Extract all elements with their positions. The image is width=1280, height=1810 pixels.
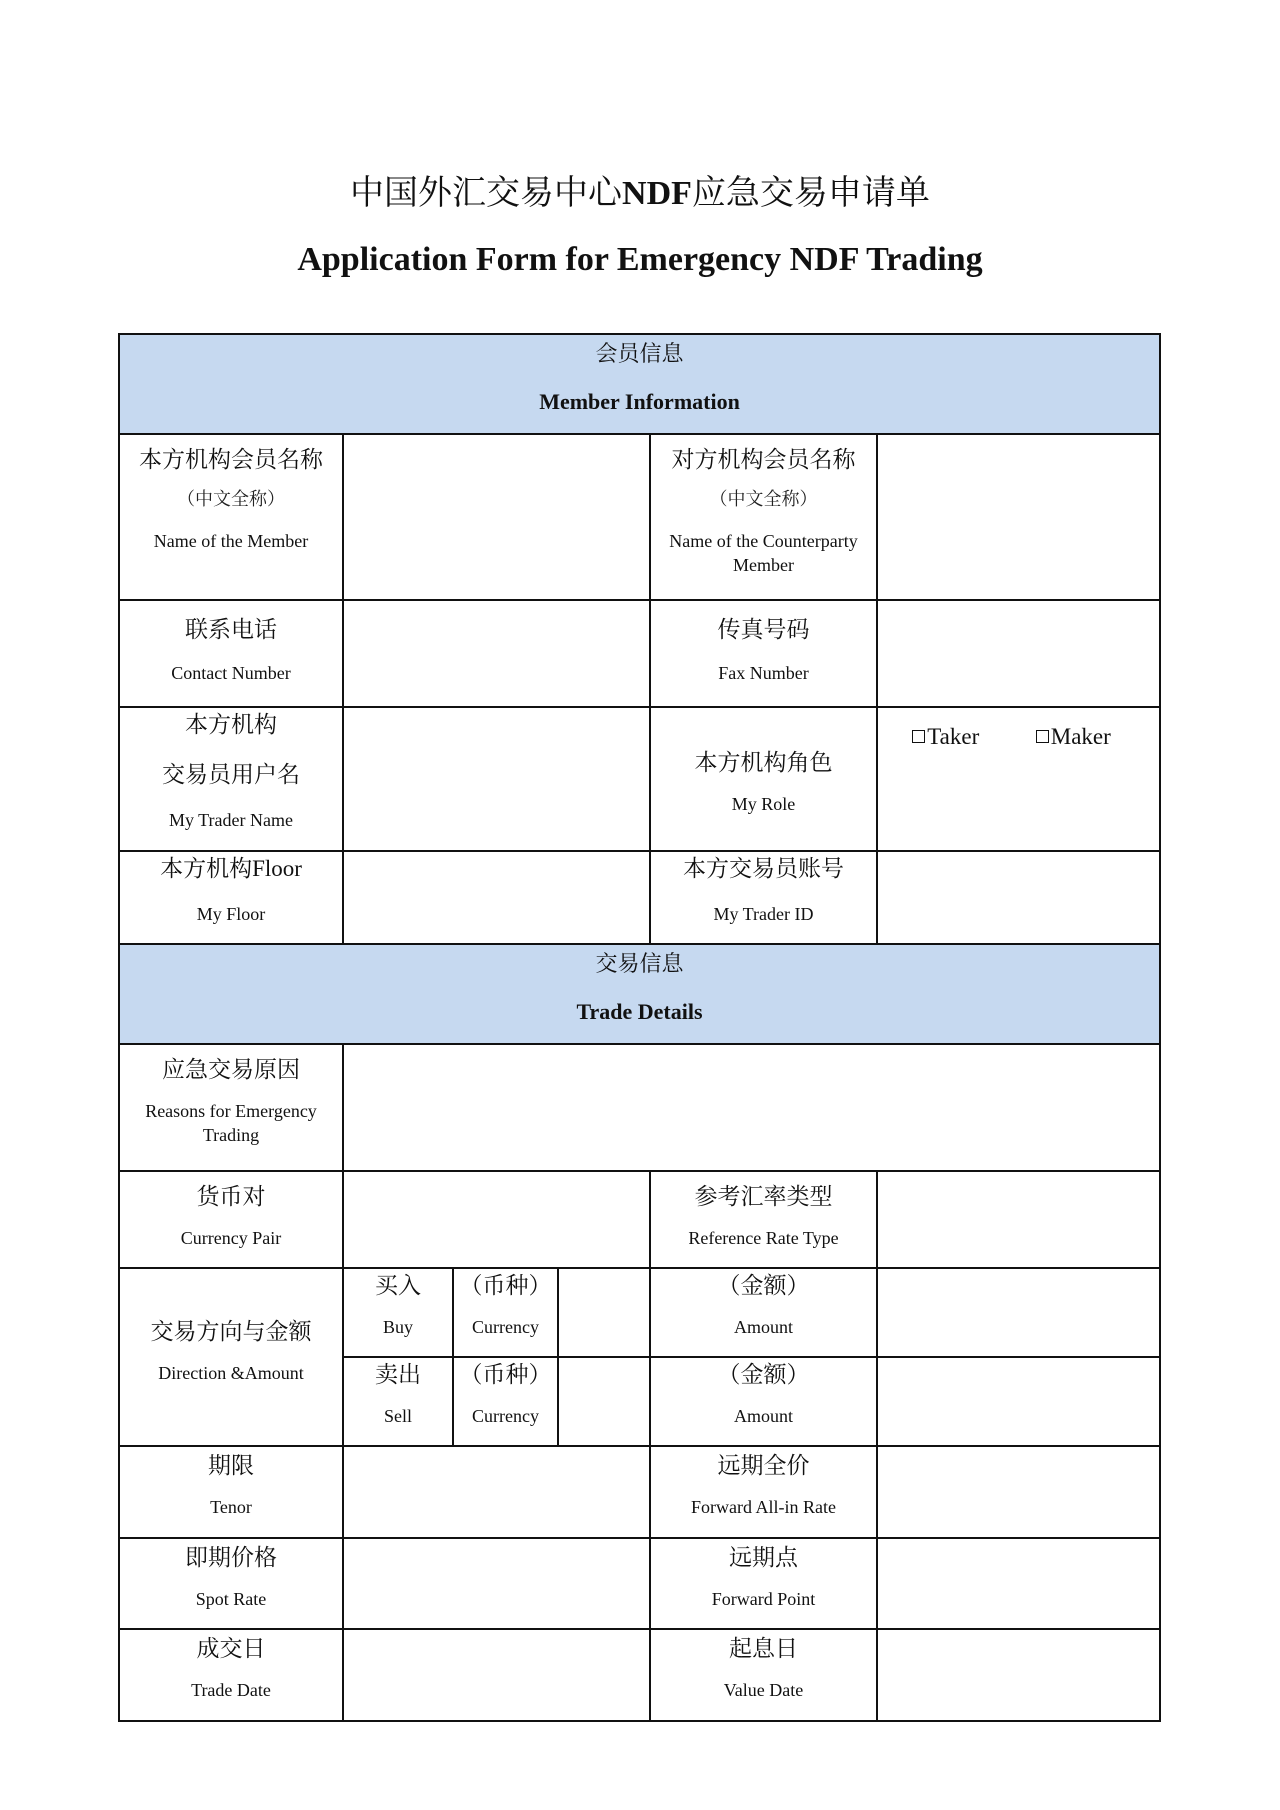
sell-amount-field[interactable] xyxy=(877,1357,1160,1446)
label-cn: 即期价格 xyxy=(185,1545,277,1570)
forward-all-in-field[interactable] xyxy=(877,1446,1160,1538)
title-cn-prefix: 中国外汇交易中心 xyxy=(350,175,623,212)
label-cn: 卖出 xyxy=(375,1362,421,1387)
label-spot-rate xyxy=(119,1538,343,1629)
contact-number-field[interactable] xyxy=(343,600,650,707)
label-cn-line2: 交易员用户名 xyxy=(162,762,300,787)
label-currency-pair xyxy=(119,1171,343,1268)
form-title-english: Application Form for Emergency NDF Trading xyxy=(297,241,983,278)
label-en: Amount xyxy=(733,1317,793,1337)
label-sell-amount xyxy=(650,1357,877,1446)
label-en: Currency xyxy=(472,1317,539,1337)
label-cn: 远期点 xyxy=(729,1545,798,1570)
tenor-field[interactable] xyxy=(343,1446,650,1538)
label-sell-currency xyxy=(453,1357,558,1446)
label-my-floor xyxy=(119,851,343,944)
label-reason xyxy=(119,1044,343,1171)
label-en: My Trader ID xyxy=(713,904,814,924)
label-cn: （币种） xyxy=(459,1273,552,1298)
label-cn: 本方机构会员名称 xyxy=(139,447,323,472)
form-title-chinese xyxy=(0,172,1280,216)
label-my-role xyxy=(650,707,877,851)
label-en: Sell xyxy=(383,1406,412,1426)
label-cn: 本方交易员账号 xyxy=(683,856,844,881)
label-en: Name of the Member xyxy=(153,531,309,551)
label-counterparty-name xyxy=(650,434,877,600)
label-cn: （币种） xyxy=(459,1362,552,1387)
label-buy-currency xyxy=(453,1268,558,1357)
label-reference-rate xyxy=(650,1171,877,1268)
fax-number-field[interactable] xyxy=(877,600,1160,707)
label-forward-all-in xyxy=(650,1446,877,1538)
checkbox-icon xyxy=(1036,730,1049,743)
member-name-field[interactable] xyxy=(343,434,650,600)
checkbox-icon xyxy=(912,730,925,743)
currency-pair-field[interactable] xyxy=(343,1171,650,1268)
label-en: Forward All-in Rate xyxy=(691,1497,836,1517)
label-en: Spot Rate xyxy=(195,1589,267,1609)
label-en: Fax Number xyxy=(718,663,809,683)
label-cn-line1: 本方机构 xyxy=(185,712,277,737)
label-note: （中文全称） xyxy=(177,489,285,509)
label-en: Amount xyxy=(733,1406,793,1426)
buy-currency-field[interactable] xyxy=(558,1268,650,1357)
label-cn: 本方机构Floor xyxy=(160,856,302,881)
label-tenor xyxy=(119,1446,343,1538)
label-en: Trade Date xyxy=(191,1680,271,1700)
counterparty-name-field[interactable] xyxy=(877,434,1160,600)
reference-rate-field[interactable] xyxy=(877,1171,1160,1268)
label-en: Currency xyxy=(472,1406,539,1426)
label-trader-id xyxy=(650,851,877,944)
label-fax-number xyxy=(650,600,877,707)
forward-point-field[interactable] xyxy=(877,1538,1160,1629)
label-buy xyxy=(343,1268,453,1357)
section-header-trade xyxy=(119,944,1160,1044)
label-direction xyxy=(119,1268,343,1446)
label-trade-date xyxy=(119,1629,343,1721)
label-cn: 起息日 xyxy=(729,1636,798,1661)
reason-field[interactable] xyxy=(343,1044,1160,1171)
section-header-member xyxy=(119,334,1160,434)
taker-checkbox[interactable] xyxy=(912,724,979,750)
label-note: （中文全称） xyxy=(709,489,818,509)
trader-name-field[interactable] xyxy=(343,707,650,851)
label-cn: 成交日 xyxy=(196,1636,266,1661)
label-en: Value Date xyxy=(723,1680,804,1700)
label-en: Forward Point xyxy=(711,1589,816,1609)
section-title-cn: 会员信息 xyxy=(595,341,684,366)
label-cn: 参考汇率类型 xyxy=(694,1184,833,1209)
trade-date-field[interactable] xyxy=(343,1629,650,1721)
spot-rate-field[interactable] xyxy=(343,1538,650,1629)
label-cn: 对方机构会员名称 xyxy=(671,447,856,472)
label-sell xyxy=(343,1357,453,1446)
label-cn: 传真号码 xyxy=(717,617,810,642)
label-en: Reference Rate Type xyxy=(688,1228,839,1248)
label-cn: （金额） xyxy=(717,1273,810,1298)
value-date-field[interactable] xyxy=(877,1629,1160,1721)
label-contact-number xyxy=(119,600,343,707)
label-member-name xyxy=(119,434,343,600)
title-cn-suffix: 应急交易申请单 xyxy=(691,175,930,212)
label-buy-amount xyxy=(650,1268,877,1357)
maker-label: Maker xyxy=(1050,724,1111,749)
maker-checkbox[interactable] xyxy=(1036,724,1111,750)
section-title-cn: 交易信息 xyxy=(595,951,684,976)
label-cn: （金额） xyxy=(717,1362,810,1387)
label-cn: 远期全价 xyxy=(717,1453,810,1478)
label-cn: 交易方向与金额 xyxy=(150,1319,312,1344)
label-en: Contact Number xyxy=(171,663,291,683)
sell-currency-field[interactable] xyxy=(558,1357,650,1446)
label-value-date xyxy=(650,1629,877,1721)
section-title-en: Member Information xyxy=(539,389,740,414)
application-form-table xyxy=(118,333,1161,1722)
taker-label: Taker xyxy=(927,724,980,749)
label-cn: 期限 xyxy=(208,1453,254,1478)
buy-amount-field[interactable] xyxy=(877,1268,1160,1357)
label-en: My Role xyxy=(731,794,796,814)
my-role-field xyxy=(877,707,1160,851)
label-en: Buy xyxy=(382,1317,413,1337)
label-en: Direction &Amount xyxy=(158,1363,304,1383)
label-en: Name of the Counterparty Member xyxy=(669,531,858,575)
label-cn: 货币对 xyxy=(196,1184,266,1209)
label-cn: 本方机构角色 xyxy=(694,750,833,775)
label-en: Currency Pair xyxy=(180,1228,282,1248)
section-title-en: Trade Details xyxy=(576,999,703,1024)
label-en: My Floor xyxy=(196,904,266,924)
label-en: Tenor xyxy=(210,1497,252,1517)
label-cn: 买入 xyxy=(375,1273,421,1298)
label-trader-name xyxy=(119,707,343,851)
label-cn: 应急交易原因 xyxy=(162,1057,300,1082)
label-en: My Trader Name xyxy=(169,810,293,830)
my-floor-field[interactable] xyxy=(343,851,650,944)
title-cn-bold: NDF xyxy=(622,175,692,212)
label-cn: 联系电话 xyxy=(185,617,277,642)
trader-id-field[interactable] xyxy=(877,851,1160,944)
label-en: Reasons for Emergency Trading xyxy=(145,1101,317,1145)
label-forward-point xyxy=(650,1538,877,1629)
